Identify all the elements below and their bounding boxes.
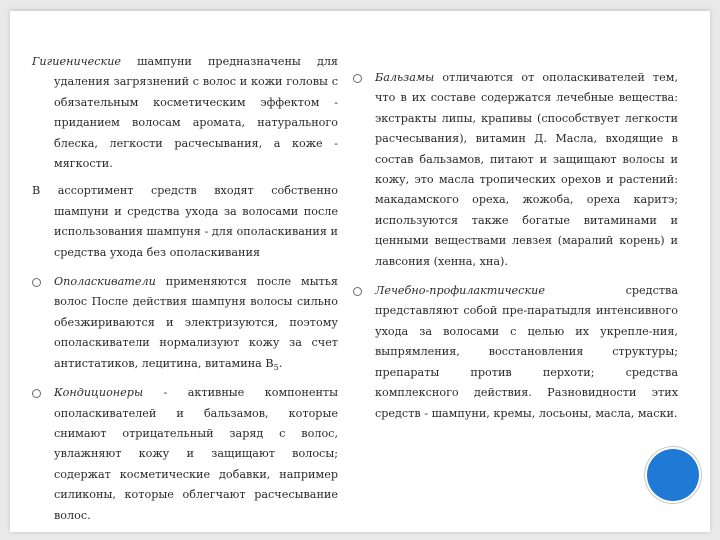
bullet-icon (353, 74, 362, 83)
right-column (353, 68, 678, 424)
term-conditioners: Кондиционеры (54, 386, 144, 400)
bullet-icon (353, 287, 362, 296)
paragraph-text: применяются после мытья волос После действия шампуня волосы сильно обезжириваются и электризуются, поэтому ополаскиватели нормализуют кожу за счет антистатиков, лецитина, витамина B (54, 275, 338, 370)
paragraph-rinses (32, 272, 338, 374)
term-hygienic: Гигиенические (32, 55, 122, 68)
paragraph-text: шампуни предназначены для удаления загрязнений с волос и кожи головы с обязательным косметическим эффектом - приданием волосам аромата, натурального блеска, легкости расчесывания, а коже - мягкости. (54, 55, 338, 171)
paragraph-conditioners (32, 383, 338, 526)
term-rinses: Ополаскиватели (54, 275, 156, 289)
paragraph-text-end: . (278, 356, 283, 370)
slide-top-border (10, 10, 710, 11)
decorative-circle-icon (647, 449, 699, 501)
term-balms: Бальзамы (375, 71, 435, 84)
paragraph-text: отличаются от ополаскивателей тем, что в их составе содержатся лечебные вещества: экстракты липы, крапивы (способствует легкости расчесывания), витамин Д. Масла, входящие в состав бальзамов, питают и защищают волосы и кожу, это масла тропических орехов и растений: макадамского ореха, жожоба, ореха каритэ; используются также богатые витаминами и ценными веществами левзея (маралий корень) и лавсония (хенна, хна). (375, 71, 678, 268)
left-column (32, 52, 338, 526)
vitamin-subscript: 5 (273, 362, 279, 372)
paragraph-text: В ассортимент средств входят собственно шампуни и средства ухода за волосами после использования шампуня - для ополаскивания и средства ухода без ополаскивания (32, 184, 338, 259)
paragraph-therapeutic (353, 281, 678, 424)
bullet-icon (32, 389, 41, 398)
term-therapeutic: Лечебно-профилактические (375, 284, 545, 298)
paragraph-text: - активные компоненты ополаскивателей и бальзамов, которые снимают отрицательный заряд с волос, увлажняют кожу и защищают волосы; содержат косметические добавки, например силиконы, которые облегчают расчесывание волос. (54, 386, 338, 522)
paragraph-text: средства представляют собой пре-паратыдля интенсивного ухода за волосами с целью их укрепле-ния, выпрямления, восстановления структуры; препараты против перхоти; средства комплексного действия. Разновидности этих средств - шампуни, кремы, лосьоны, масла, маски. (375, 284, 678, 420)
paragraph-assortment (32, 181, 338, 263)
bullet-icon (32, 278, 41, 287)
paragraph-balms (353, 68, 678, 272)
slide (10, 10, 710, 532)
paragraph-hygienic-shampoos (32, 52, 338, 174)
